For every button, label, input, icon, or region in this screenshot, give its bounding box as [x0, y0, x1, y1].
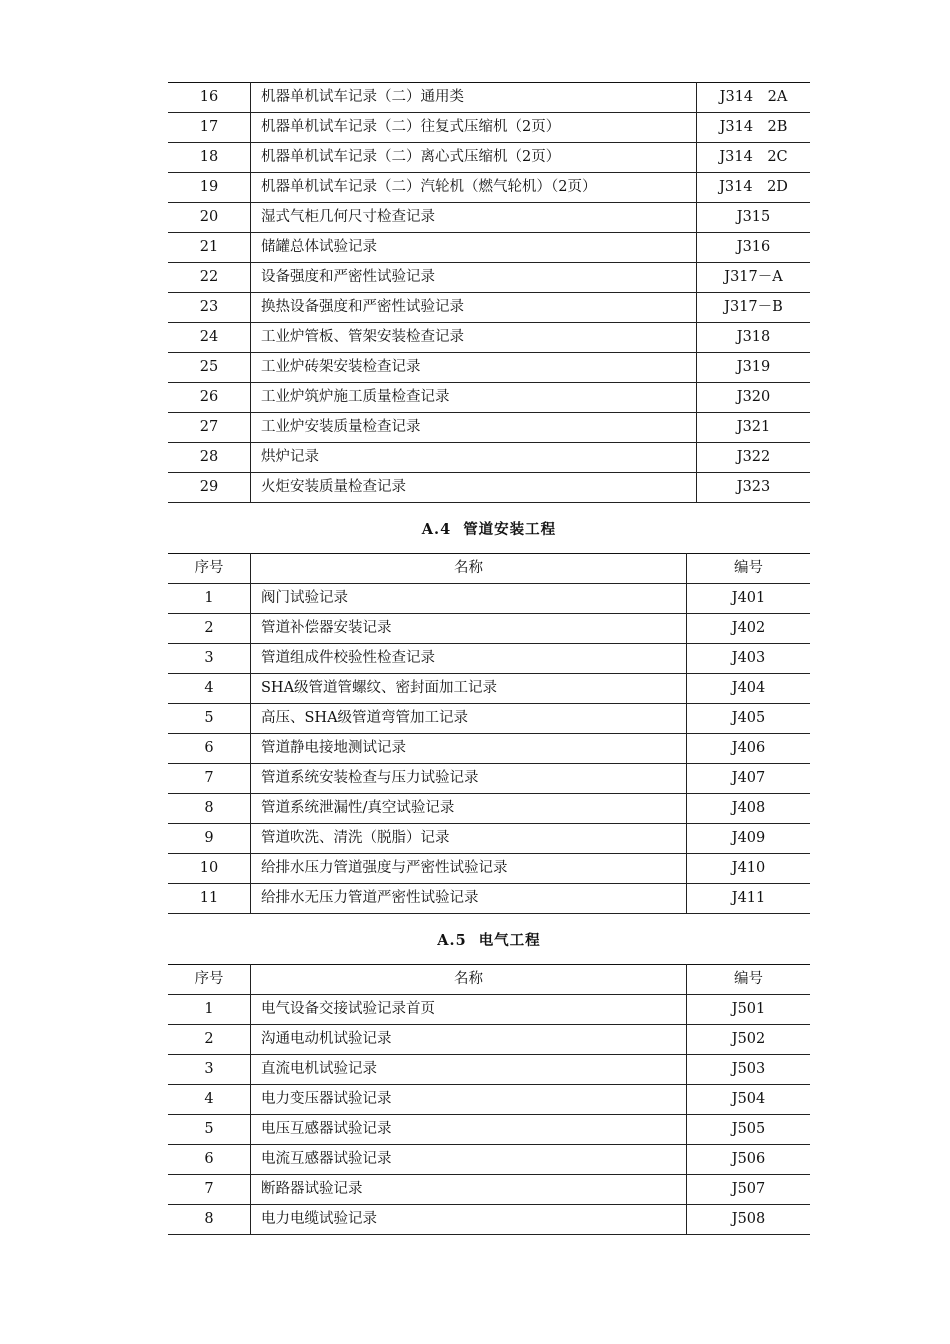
row-code: J404 — [687, 674, 811, 704]
row-name: SHA级管道管螺纹、密封面加工记录 — [251, 674, 687, 704]
row-number: 18 — [168, 143, 251, 173]
row-name: 工业炉管板、管架安装检查记录 — [251, 323, 697, 353]
table-row — [168, 854, 810, 884]
row-name: 工业炉安装质量检查记录 — [251, 413, 697, 443]
row-name: 火炬安装质量检查记录 — [251, 473, 697, 503]
header-code: 编号 — [687, 554, 811, 584]
table-row — [168, 1175, 810, 1205]
table-body — [168, 584, 810, 914]
row-code: J320 — [697, 383, 811, 413]
row-code: J317－B — [697, 293, 811, 323]
row-name: 管道组成件校验性检查记录 — [251, 644, 687, 674]
row-code: J410 — [687, 854, 811, 884]
row-code: J406 — [687, 734, 811, 764]
row-code: J318 — [697, 323, 811, 353]
row-number: 17 — [168, 113, 251, 143]
row-number: 19 — [168, 173, 251, 203]
row-number: 2 — [168, 614, 251, 644]
row-name: 电流互感器试验记录 — [251, 1145, 687, 1175]
section-a5-title — [168, 929, 810, 950]
row-number: 1 — [168, 995, 251, 1025]
row-number: 28 — [168, 443, 251, 473]
row-code: J314 2B — [697, 113, 811, 143]
table-row — [168, 1145, 810, 1175]
row-code: J411 — [687, 884, 811, 914]
table-body — [168, 995, 810, 1235]
row-code: J314 2A — [697, 83, 811, 113]
table-row — [168, 113, 810, 143]
table-row — [168, 293, 810, 323]
row-code: J314 2C — [697, 143, 811, 173]
row-code: J503 — [687, 1055, 811, 1085]
row-name: 断路器试验记录 — [251, 1175, 687, 1205]
row-name: 工业炉砖架安装检查记录 — [251, 353, 697, 383]
row-number: 21 — [168, 233, 251, 263]
row-name: 换热设备强度和严密性试验记录 — [251, 293, 697, 323]
row-code: J506 — [687, 1145, 811, 1175]
row-code: J323 — [697, 473, 811, 503]
row-code: J401 — [687, 584, 811, 614]
table-row — [168, 383, 810, 413]
row-code: J507 — [687, 1175, 811, 1205]
header-code: 编号 — [687, 965, 811, 995]
row-number: 8 — [168, 1205, 251, 1235]
table-row — [168, 443, 810, 473]
row-number: 9 — [168, 824, 251, 854]
table-j3-continued — [168, 82, 810, 503]
row-code: J409 — [687, 824, 811, 854]
table-row — [168, 1025, 810, 1055]
row-number: 3 — [168, 644, 251, 674]
row-code: J504 — [687, 1085, 811, 1115]
table-row — [168, 734, 810, 764]
row-name: 管道系统泄漏性/真空试验记录 — [251, 794, 687, 824]
header-name: 名称 — [251, 554, 687, 584]
section-a5-heading: 电气工程 — [478, 932, 541, 949]
row-name: 管道静电接地测试记录 — [251, 734, 687, 764]
row-name: 阀门试验记录 — [251, 584, 687, 614]
row-name: 机器单机试车记录（二）通用类 — [251, 83, 697, 113]
row-name: 设备强度和严密性试验记录 — [251, 263, 697, 293]
row-number: 22 — [168, 263, 251, 293]
row-name: 电力电缆试验记录 — [251, 1205, 687, 1235]
row-number: 11 — [168, 884, 251, 914]
row-number: 29 — [168, 473, 251, 503]
row-number: 8 — [168, 794, 251, 824]
table-row — [168, 353, 810, 383]
table-row — [168, 884, 810, 914]
table-row — [168, 644, 810, 674]
row-code: J317－A — [697, 263, 811, 293]
row-code: J321 — [697, 413, 811, 443]
table-row — [168, 1085, 810, 1115]
row-code: J319 — [697, 353, 811, 383]
table-row — [168, 473, 810, 503]
row-number: 7 — [168, 1175, 251, 1205]
row-name: 给排水无压力管道严密性试验记录 — [251, 884, 687, 914]
row-number: 6 — [168, 1145, 251, 1175]
table-a4-pipeline — [168, 553, 810, 914]
row-name: 沟通电动机试验记录 — [251, 1025, 687, 1055]
row-name: 电力变压器试验记录 — [251, 1085, 687, 1115]
table-row — [168, 674, 810, 704]
row-name: 管道补偿器安装记录 — [251, 614, 687, 644]
row-code: J403 — [687, 644, 811, 674]
table-row — [168, 173, 810, 203]
row-code: J316 — [697, 233, 811, 263]
row-number: 10 — [168, 854, 251, 884]
row-name: 机器单机试车记录（二）离心式压缩机（2页） — [251, 143, 697, 173]
row-number: 16 — [168, 83, 251, 113]
table-row — [168, 413, 810, 443]
row-number: 23 — [168, 293, 251, 323]
table-header-row — [168, 965, 810, 995]
row-name: 湿式气柜几何尺寸检查记录 — [251, 203, 697, 233]
row-code: J402 — [687, 614, 811, 644]
row-code: J505 — [687, 1115, 811, 1145]
row-code: J314 2D — [697, 173, 811, 203]
row-name: 高压、SHA级管道弯管加工记录 — [251, 704, 687, 734]
row-name: 工业炉筑炉施工质量检查记录 — [251, 383, 697, 413]
row-name: 储罐总体试验记录 — [251, 233, 697, 263]
table-row — [168, 143, 810, 173]
section-a4-number: A.4 — [421, 521, 452, 538]
row-name: 给排水压力管道强度与严密性试验记录 — [251, 854, 687, 884]
table-row — [168, 995, 810, 1025]
section-a5-number: A.5 — [437, 932, 467, 949]
row-number: 5 — [168, 1115, 251, 1145]
row-number: 7 — [168, 764, 251, 794]
table-row — [168, 584, 810, 614]
row-name: 机器单机试车记录（二）汽轮机（燃气轮机）（2页） — [251, 173, 697, 203]
row-number: 20 — [168, 203, 251, 233]
row-number: 25 — [168, 353, 251, 383]
table-row — [168, 824, 810, 854]
table-row — [168, 1115, 810, 1145]
row-name: 管道系统安装检查与压力试验记录 — [251, 764, 687, 794]
table-row — [168, 704, 810, 734]
row-code: J501 — [687, 995, 811, 1025]
row-code: J408 — [687, 794, 811, 824]
row-code: J322 — [697, 443, 811, 473]
header-no: 序号 — [168, 554, 251, 584]
row-number: 26 — [168, 383, 251, 413]
row-code: J502 — [687, 1025, 811, 1055]
table-a5-electrical — [168, 964, 810, 1235]
row-number: 1 — [168, 584, 251, 614]
table-row — [168, 203, 810, 233]
header-no: 序号 — [168, 965, 251, 995]
table-row — [168, 1205, 810, 1235]
table-body — [168, 83, 810, 503]
row-number: 3 — [168, 1055, 251, 1085]
row-number: 6 — [168, 734, 251, 764]
table-row — [168, 233, 810, 263]
row-number: 4 — [168, 674, 251, 704]
row-number: 4 — [168, 1085, 251, 1115]
row-name: 直流电机试验记录 — [251, 1055, 687, 1085]
row-number: 24 — [168, 323, 251, 353]
table-row — [168, 764, 810, 794]
row-name: 电气设备交接试验记录首页 — [251, 995, 687, 1025]
row-code: J508 — [687, 1205, 811, 1235]
row-code: J407 — [687, 764, 811, 794]
table-row — [168, 614, 810, 644]
section-a4-title — [168, 518, 810, 539]
row-name: 烘炉记录 — [251, 443, 697, 473]
table-row — [168, 323, 810, 353]
row-name: 管道吹洗、清洗（脱脂）记录 — [251, 824, 687, 854]
row-number: 2 — [168, 1025, 251, 1055]
table-row — [168, 83, 810, 113]
row-name: 电压互感器试验记录 — [251, 1115, 687, 1145]
table-row — [168, 263, 810, 293]
table-row — [168, 1055, 810, 1085]
table-row — [168, 794, 810, 824]
row-code: J315 — [697, 203, 811, 233]
row-number: 5 — [168, 704, 251, 734]
header-name: 名称 — [251, 965, 687, 995]
row-number: 27 — [168, 413, 251, 443]
table-header-row — [168, 554, 810, 584]
section-a4-heading: 管道安装工程 — [463, 521, 557, 538]
row-code: J405 — [687, 704, 811, 734]
row-name: 机器单机试车记录（二）往复式压缩机（2页） — [251, 113, 697, 143]
